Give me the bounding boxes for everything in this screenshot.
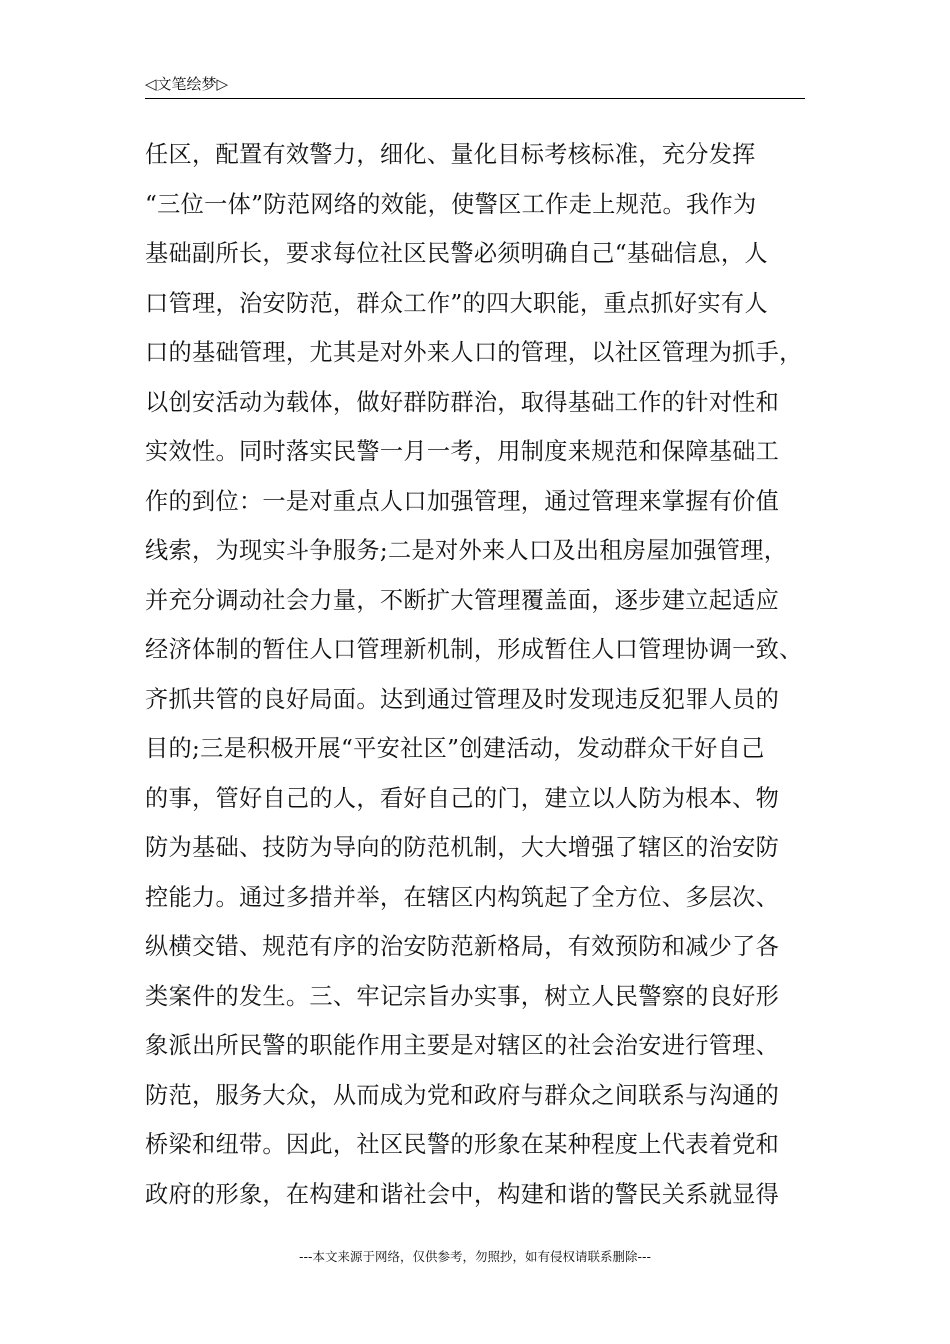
text-line: 类案件的发生。三、牢记宗旨办实事，树立人民警察的良好形 <box>145 982 780 1010</box>
text-line: 桥梁和纽带。因此，社区民警的形象在某种程度上代表着党和 <box>145 1131 780 1158</box>
text-line: 口的基础管理，尤其是对外来人口的管理，以社区管理为抓手， <box>145 339 803 366</box>
text-line: 线索，为现实斗争服务;二是对外来人口及出租房屋加强管理， <box>145 537 788 564</box>
text-line: 实效性。同时落实民警一月一考，用制度来规范和保障基础工 <box>145 438 780 465</box>
page-header <box>145 74 805 99</box>
text-line: “三位一体”防范网络的效能，使警区工作走上规范。我作为 <box>145 190 757 218</box>
text-line: 政府的形象，在构建和谐社会中，构建和谐的警民关系就显得 <box>145 1180 780 1208</box>
header-title: ◁文笔绘梦▷ <box>145 75 229 93</box>
text-line: 任区，配置有效警力，细化、量化目标考核标准，充分发挥 <box>145 141 756 168</box>
text-line: 目的;三是积极开展“平安社区”创建活动，发动群众干好自己 <box>145 735 765 762</box>
text-line: 齐抓共管的良好局面。达到通过管理及时发现违反犯罪人员的 <box>145 685 780 713</box>
text-line: 防为基础、技防为导向的防范机制，大大增强了辖区的治安防 <box>145 834 780 861</box>
text-line: 经济体制的暂住人口管理新机制，形成暂住人口管理协调一致、 <box>145 636 803 663</box>
text-line: 作的到位：一是对重点人口加强管理，通过管理来掌握有价值 <box>145 487 780 515</box>
footer-notice: ---本文来源于网络，仅供参考，勿照抄，如有侵权请联系删除--- <box>298 1249 652 1264</box>
text-line: 的事，管好自己的人，看好自己的门，建立以人防为根本、物 <box>145 784 780 812</box>
body-text <box>145 130 810 1219</box>
text-line: 口管理，治安防范，群众工作”的四大职能，重点抓好实有人 <box>145 289 768 317</box>
text-line: 以创安活动为载体，做好群防群治，取得基础工作的针对性和 <box>145 388 780 416</box>
text-line: 基础副所长，要求每位社区民警必须明确自己“基础信息，人 <box>145 240 768 267</box>
text-line: 纵横交错、规范有序的治安防范新格局，有效预防和减少了各 <box>145 933 780 960</box>
text-line: 控能力。通过多措并举，在辖区内构筑起了全方位、多层次、 <box>145 883 780 911</box>
text-line: 象派出所民警的职能作用主要是对辖区的社会治安进行管理、 <box>145 1032 780 1059</box>
text-line: 防范，服务大众，从而成为党和政府与群众之间联系与沟通的 <box>145 1081 780 1109</box>
text-line: 并充分调动社会力量，不断扩大管理覆盖面，逐步建立起适应 <box>145 586 780 614</box>
